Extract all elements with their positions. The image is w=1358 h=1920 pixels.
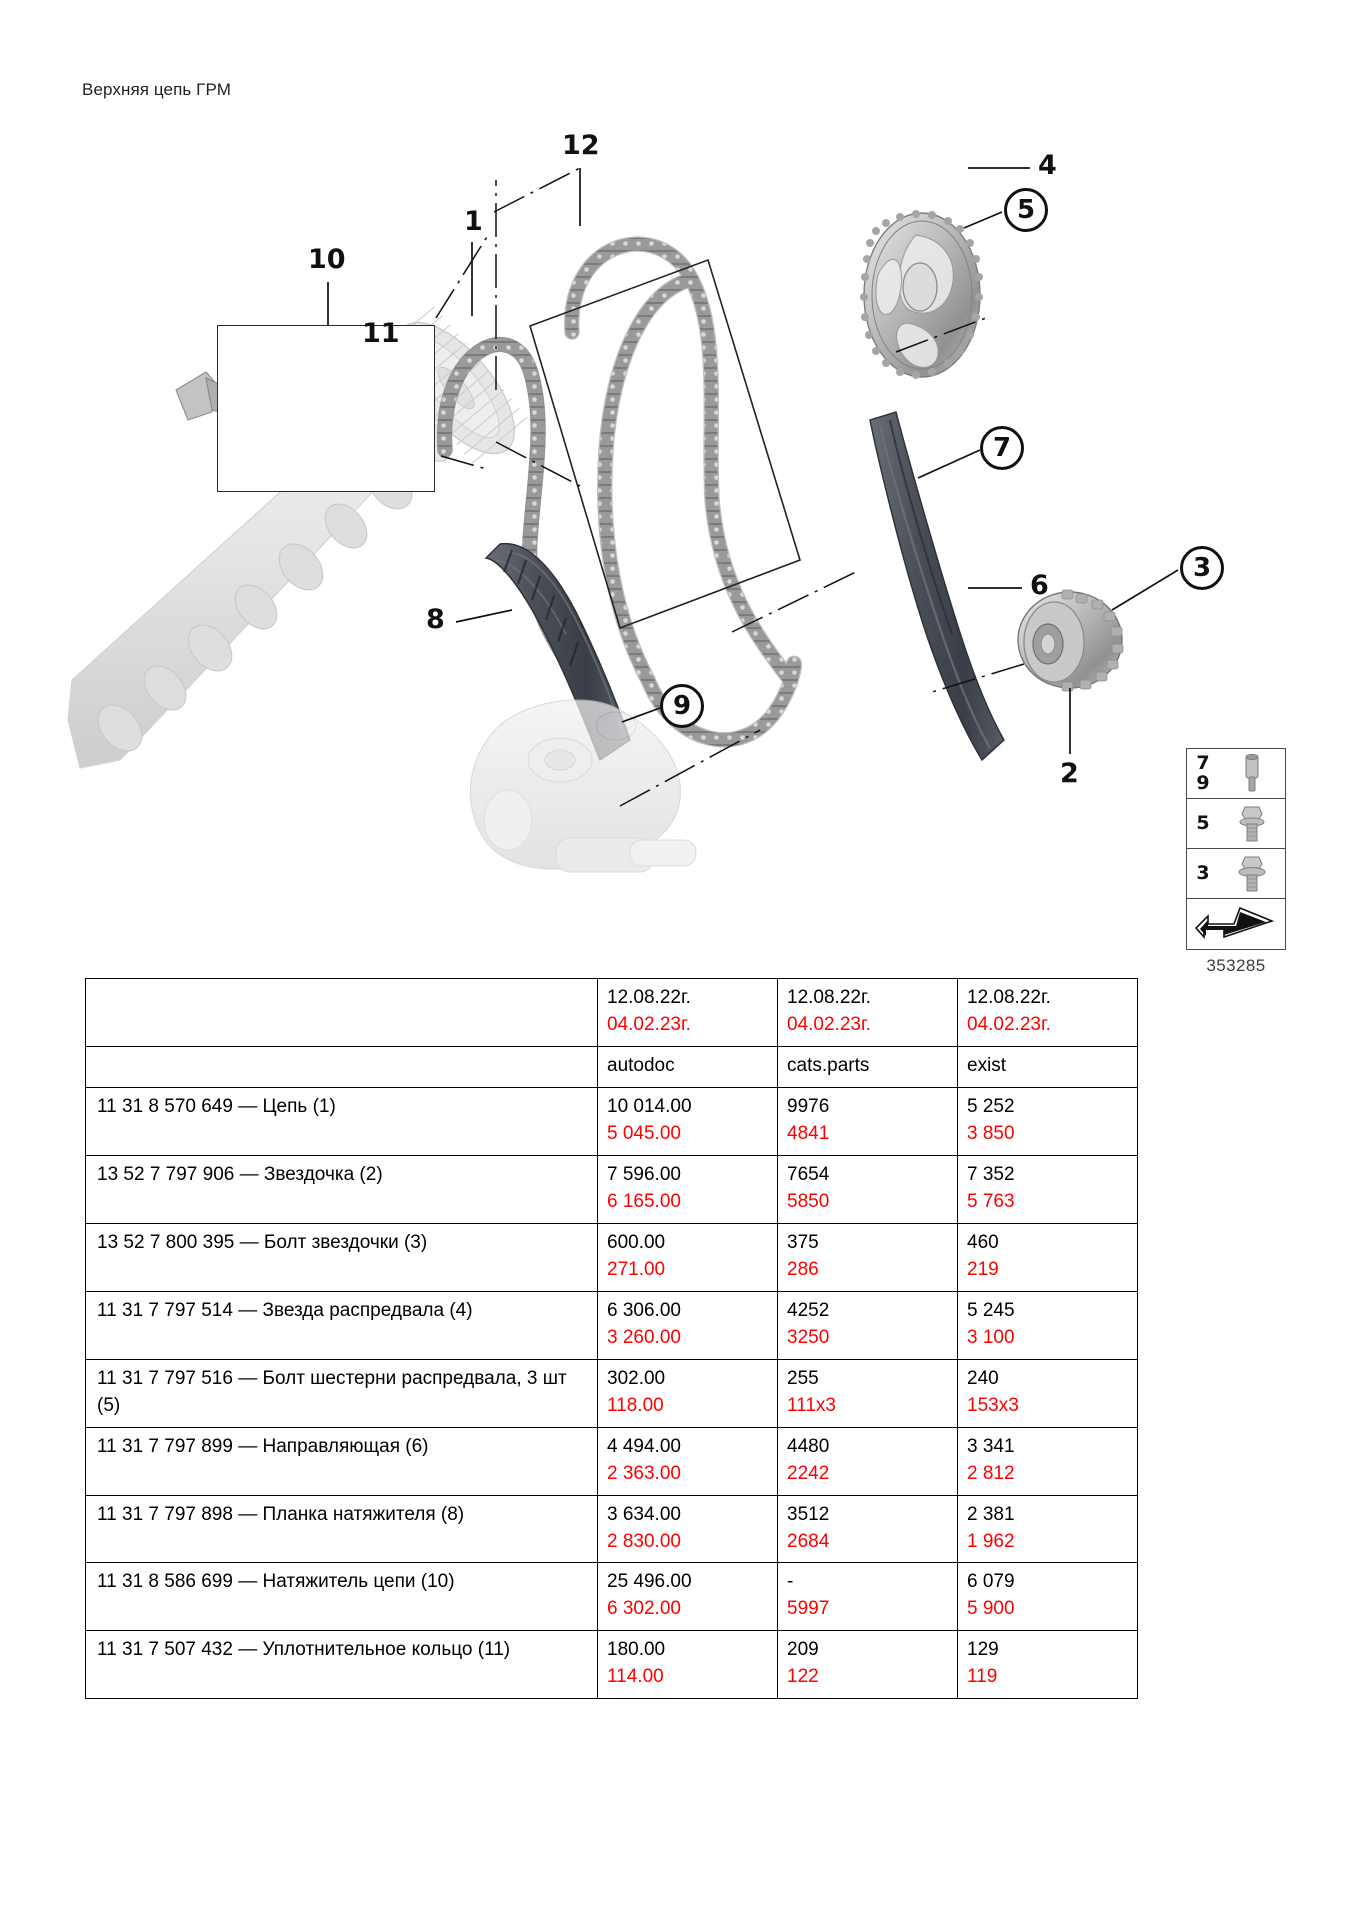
callout-4: 4 — [1038, 150, 1057, 181]
chain-guide-rail-art — [870, 412, 1004, 760]
price-old: 302.00 — [607, 1367, 666, 1389]
header-name-cell — [86, 979, 598, 1047]
price-cell-autodoc — [598, 1427, 778, 1495]
diagram-number: 353285 — [1206, 956, 1266, 975]
callout-10: 10 — [308, 244, 346, 275]
price-cell-autodoc — [598, 1495, 778, 1563]
price-cell-catsparts — [778, 1155, 958, 1223]
callout-5: 5 — [1004, 188, 1048, 232]
price-old: 3512 — [787, 1503, 830, 1525]
price-new: 5 900 — [967, 1598, 1015, 1620]
price-old: 129 — [967, 1639, 999, 1661]
price-comparison-table — [85, 978, 1138, 1699]
price-old: 240 — [967, 1367, 999, 1389]
price-old: 2 381 — [967, 1503, 1015, 1525]
part-name: 11 31 7 797 898 — Планка натяжителя (8) — [86, 1495, 598, 1563]
price-new: 2242 — [787, 1462, 830, 1484]
table-row — [86, 1291, 1138, 1359]
callout-9: 9 — [660, 684, 704, 728]
table-row — [86, 1359, 1138, 1427]
price-cell-catsparts — [778, 1087, 958, 1155]
header-shop-autodoc: autodoc — [598, 1046, 778, 1087]
price-new: 111х3 — [787, 1394, 836, 1416]
part-name: 11 31 7 797 514 — Звезда распредвала (4) — [86, 1291, 598, 1359]
price-cell-autodoc — [598, 1631, 778, 1699]
price-old: 7 352 — [967, 1163, 1015, 1185]
table-header-dates-row — [86, 979, 1138, 1047]
diagram-artwork — [60, 120, 1310, 940]
price-cell-autodoc — [598, 1291, 778, 1359]
price-old: 375 — [787, 1231, 819, 1253]
price-old: 180.00 — [607, 1639, 666, 1661]
price-old: 5 245 — [967, 1299, 1015, 1321]
header-dates-autodoc — [598, 979, 778, 1047]
callout-11: 11 — [362, 318, 400, 349]
price-cell-exist — [958, 1087, 1138, 1155]
price-cell-autodoc — [598, 1359, 778, 1427]
price-cell-exist — [958, 1563, 1138, 1631]
price-old: 5 252 — [967, 1095, 1015, 1117]
legend-row-dowel-pin-labels — [1187, 751, 1219, 794]
price-new: 114.00 — [607, 1666, 664, 1688]
legend-label-9: 9 — [1196, 771, 1210, 794]
price-new: 118.00 — [607, 1394, 664, 1416]
callout-7: 7 — [980, 426, 1024, 470]
dowel-pin-icon — [1219, 753, 1285, 795]
table-row — [86, 1563, 1138, 1631]
price-new: 3 850 — [967, 1122, 1015, 1144]
table-row — [86, 1087, 1138, 1155]
legend-label-3: 3 — [1196, 861, 1210, 884]
header-date-new: 04.02.23г. — [607, 1013, 691, 1035]
table-row — [86, 1631, 1138, 1699]
price-old: 600.00 — [607, 1231, 666, 1253]
price-old: 3 634.00 — [607, 1503, 681, 1525]
callout-3: 3 — [1180, 546, 1224, 590]
price-new: 2 363.00 — [607, 1462, 681, 1484]
price-old: 209 — [787, 1639, 819, 1661]
price-new: 3 100 — [967, 1326, 1015, 1348]
price-old: 25 496.00 — [607, 1571, 692, 1593]
header-dates-exist — [958, 979, 1138, 1047]
part-name: 13 52 7 797 906 — Звездочка (2) — [86, 1155, 598, 1223]
header-date-old: 12.08.22г. — [607, 987, 691, 1008]
price-cell-exist — [958, 1427, 1138, 1495]
callout-2: 2 — [1060, 758, 1079, 789]
price-new: 1 962 — [967, 1530, 1015, 1552]
price-new: 219 — [967, 1258, 999, 1280]
table-row — [86, 1427, 1138, 1495]
arrow-direction-icon — [1187, 904, 1285, 944]
fastener-legend-box — [1186, 748, 1286, 950]
price-new: 122 — [787, 1666, 819, 1688]
price-cell-autodoc — [598, 1087, 778, 1155]
price-cell-catsparts — [778, 1563, 958, 1631]
header-date-old: 12.08.22г. — [787, 987, 871, 1008]
price-cell-autodoc — [598, 1155, 778, 1223]
price-new: 5 045.00 — [607, 1122, 681, 1144]
header-date-new: 04.02.23г. — [787, 1013, 871, 1035]
table-row — [86, 1223, 1138, 1291]
legend-row-bolt-5 — [1187, 799, 1285, 849]
price-cell-exist — [958, 1631, 1138, 1699]
price-new: 4841 — [787, 1122, 830, 1144]
header-date-old: 12.08.22г. — [967, 987, 1051, 1008]
price-cell-autodoc — [598, 1563, 778, 1631]
price-old: 9976 — [787, 1095, 830, 1117]
legend-row-direction — [1187, 899, 1285, 949]
price-old: 4252 — [787, 1299, 830, 1321]
price-new: 2 830.00 — [607, 1530, 681, 1552]
flange-bolt-icon — [1219, 853, 1285, 895]
price-cell-exist — [958, 1291, 1138, 1359]
legend-label-7: 7 — [1196, 751, 1210, 774]
price-cell-catsparts — [778, 1495, 958, 1563]
price-cell-catsparts — [778, 1223, 958, 1291]
price-cell-exist — [958, 1495, 1138, 1563]
table-row — [86, 1155, 1138, 1223]
header-shops-empty — [86, 1046, 598, 1087]
price-cell-exist — [958, 1359, 1138, 1427]
price-new: 286 — [787, 1258, 819, 1280]
price-new: 3250 — [787, 1326, 830, 1348]
price-cell-catsparts — [778, 1359, 958, 1427]
callout-1: 1 — [464, 206, 483, 237]
price-new: 3 260.00 — [607, 1326, 681, 1348]
part-name: 13 52 7 800 395 — Болт звездочки (3) — [86, 1223, 598, 1291]
page-title: Верхняя цепь ГРМ — [82, 80, 231, 99]
price-new: 5 763 — [967, 1190, 1015, 1212]
part-name: 11 31 7 507 432 — Уплотнительное кольцо (11) — [86, 1631, 598, 1699]
price-new: 2684 — [787, 1530, 830, 1552]
price-old: 3 341 — [967, 1435, 1015, 1457]
callout-8: 8 — [426, 604, 445, 635]
price-cell-autodoc — [598, 1223, 778, 1291]
price-old: - — [787, 1571, 794, 1593]
price-cell-catsparts — [778, 1291, 958, 1359]
price-cell-catsparts — [778, 1631, 958, 1699]
price-cell-catsparts — [778, 1427, 958, 1495]
price-old: 6 079 — [967, 1571, 1015, 1593]
tensioner-detail-frame — [217, 325, 435, 492]
part-name: 11 31 8 586 699 — Натяжитель цепи (10) — [86, 1563, 598, 1631]
price-old: 4 494.00 — [607, 1435, 681, 1457]
hp-pump-art — [470, 700, 696, 872]
legend-label-5: 5 — [1196, 811, 1210, 834]
price-new: 5997 — [787, 1598, 830, 1620]
price-new: 6 302.00 — [607, 1598, 681, 1620]
part-name: 11 31 7 797 516 — Болт шестерни распредвала, 3 шт (5) — [86, 1359, 598, 1427]
callout-12: 12 — [562, 130, 600, 161]
part-name: 11 31 8 570 649 — Цепь (1) — [86, 1087, 598, 1155]
header-shop-catsparts: cats.parts — [778, 1046, 958, 1087]
price-new: 119 — [967, 1666, 998, 1688]
camshaft-sprocket-art — [860, 210, 983, 379]
callout-6: 6 — [1030, 570, 1049, 601]
legend-row-dowel-pin — [1187, 749, 1285, 799]
header-shop-exist: exist — [958, 1046, 1138, 1087]
flange-bolt-icon — [1219, 803, 1285, 845]
part-name: 11 31 7 797 899 — Направляющая (6) — [86, 1427, 598, 1495]
price-new: 271.00 — [607, 1258, 666, 1280]
price-cell-exist — [958, 1155, 1138, 1223]
table-header-shops-row — [86, 1046, 1138, 1087]
header-dates-catsparts — [778, 979, 958, 1047]
drive-sprocket-art — [1018, 590, 1123, 691]
price-new: 153х3 — [967, 1394, 1019, 1416]
table-row — [86, 1495, 1138, 1563]
price-old: 4480 — [787, 1435, 830, 1457]
price-old: 10 014.00 — [607, 1095, 692, 1117]
price-new: 5850 — [787, 1190, 830, 1212]
price-old: 7 596.00 — [607, 1163, 681, 1185]
price-old: 460 — [967, 1231, 999, 1253]
price-old: 255 — [787, 1367, 819, 1389]
price-old: 7654 — [787, 1163, 830, 1185]
price-new: 2 812 — [967, 1462, 1015, 1484]
header-date-new: 04.02.23г. — [967, 1013, 1051, 1035]
exploded-parts-diagram — [60, 120, 1310, 975]
price-old: 6 306.00 — [607, 1299, 681, 1321]
price-new: 6 165.00 — [607, 1190, 681, 1212]
price-cell-exist — [958, 1223, 1138, 1291]
legend-row-bolt-3 — [1187, 849, 1285, 899]
